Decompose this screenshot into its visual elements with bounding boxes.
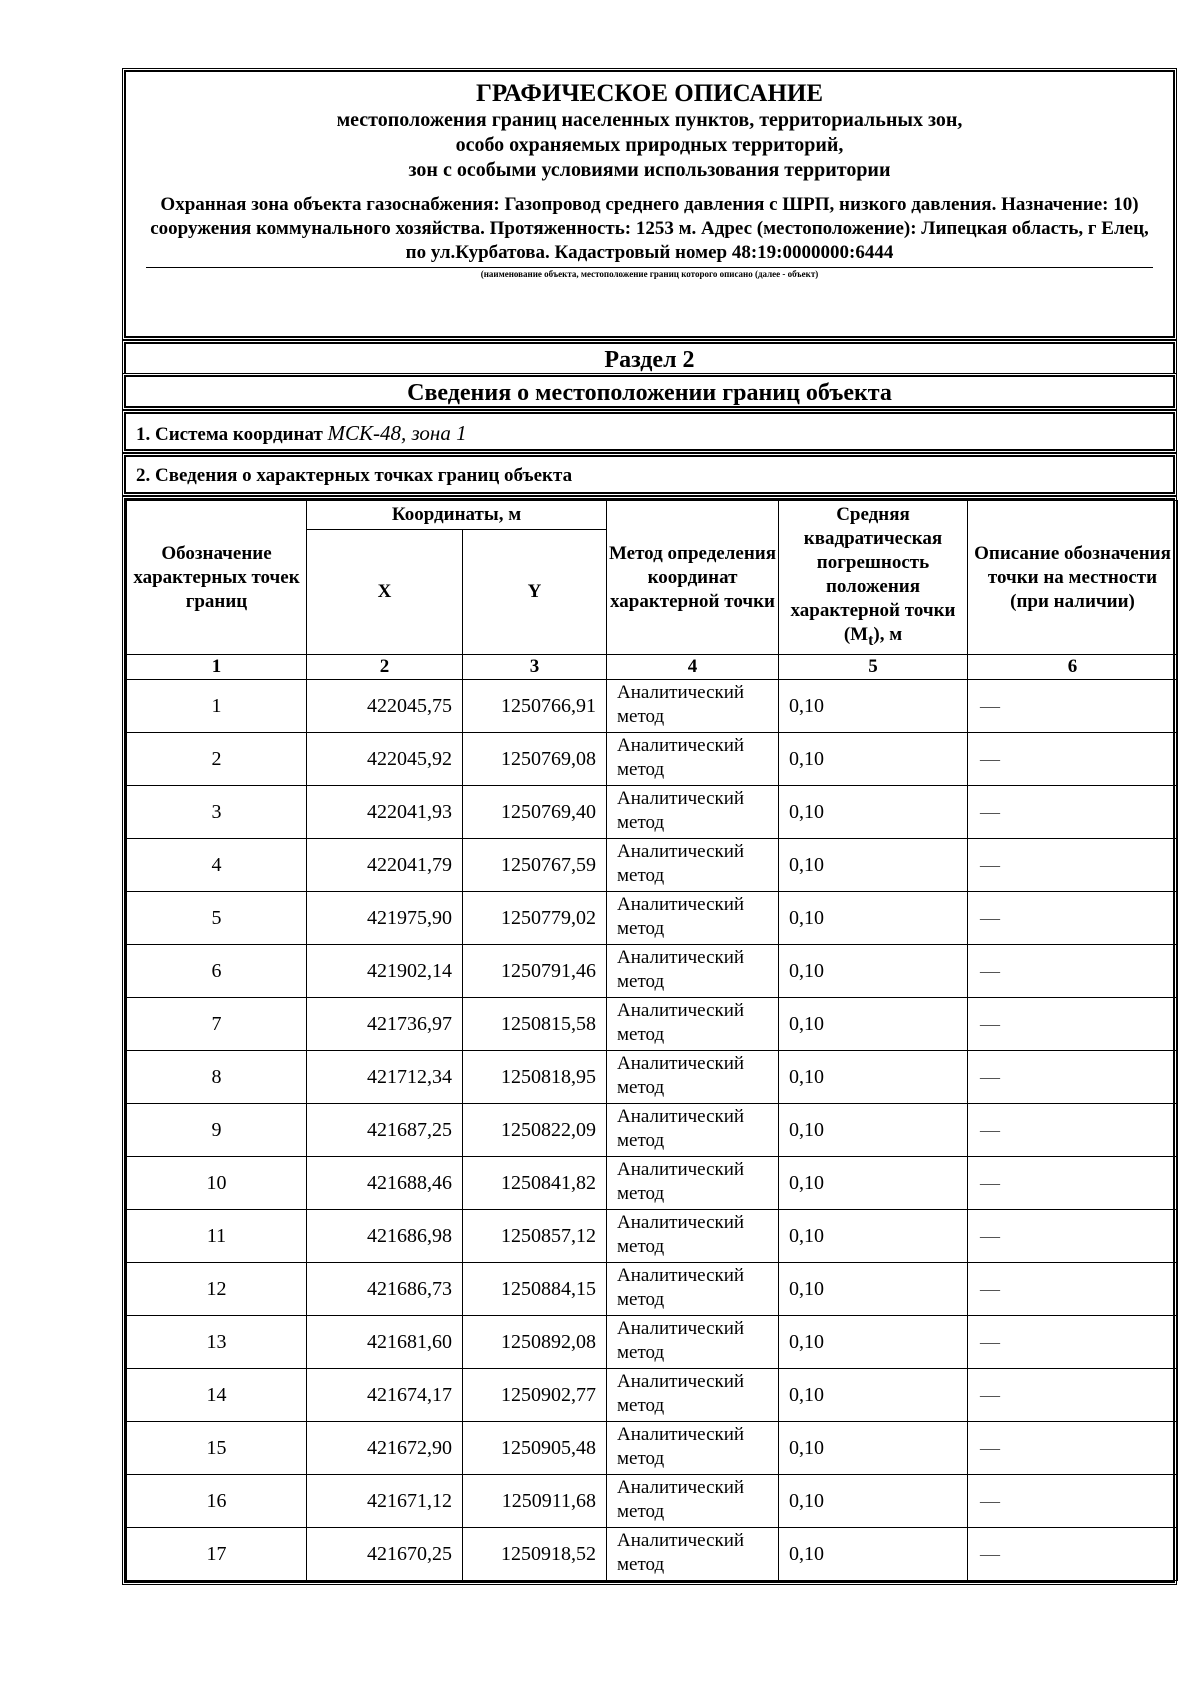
coord-x: 422041,79: [307, 839, 463, 892]
points-section-label: 2. Сведения о характерных точках границ объекта: [124, 455, 1175, 494]
description-cell: —: [968, 1475, 1178, 1528]
header-error-text: Средняя квадратическая погрешность положения характерной точки (M: [790, 503, 956, 645]
coord-y: 1250822,09: [463, 1104, 607, 1157]
description-cell: —: [968, 1528, 1178, 1581]
header-description: Описание обозначения точки на местности (при наличии): [968, 501, 1178, 655]
subtitle-line: зон с особыми условиями использования территории: [408, 159, 891, 181]
method-cell: Аналитический метод: [607, 1528, 779, 1581]
points-table: [126, 500, 1178, 1581]
method-cell: Аналитический метод: [607, 1422, 779, 1475]
point-number: 12: [127, 1263, 307, 1316]
table-row: [127, 1051, 1178, 1104]
column-number-row: [127, 655, 1178, 680]
table-header-row: [127, 501, 1178, 530]
column-number: 4: [607, 655, 779, 680]
method-cell: Аналитический метод: [607, 1475, 779, 1528]
error-cell: 0,10: [779, 1475, 968, 1528]
point-number: 10: [127, 1157, 307, 1210]
coord-x: 421688,46: [307, 1157, 463, 1210]
coord-x: 421686,73: [307, 1263, 463, 1316]
method-cell: Аналитический метод: [607, 1104, 779, 1157]
error-cell: 0,10: [779, 1422, 968, 1475]
description-cell: —: [968, 1104, 1178, 1157]
method-cell: Аналитический метод: [607, 1157, 779, 1210]
subtitle-line: местоположения границ населенных пунктов, территориальных зон,: [336, 109, 963, 131]
point-number: 1: [127, 680, 307, 733]
coord-y: 1250884,15: [463, 1263, 607, 1316]
error-cell: 0,10: [779, 1104, 968, 1157]
description-cell: —: [968, 839, 1178, 892]
point-number: 7: [127, 998, 307, 1051]
method-cell: Аналитический метод: [607, 786, 779, 839]
method-cell: Аналитический метод: [607, 1369, 779, 1422]
point-number: 4: [127, 839, 307, 892]
coord-y: 1250905,48: [463, 1422, 607, 1475]
coord-y: 1250841,82: [463, 1157, 607, 1210]
table-row: [127, 1263, 1178, 1316]
error-cell: 0,10: [779, 786, 968, 839]
table-row: [127, 1475, 1178, 1528]
method-cell: Аналитический метод: [607, 1051, 779, 1104]
point-number: 14: [127, 1369, 307, 1422]
point-number: 5: [127, 892, 307, 945]
error-cell: 0,10: [779, 733, 968, 786]
table-row: [127, 1210, 1178, 1263]
coord-x: 421671,12: [307, 1475, 463, 1528]
header-coordinates: Координаты, м: [307, 501, 607, 530]
coord-x: 421687,25: [307, 1104, 463, 1157]
method-cell: Аналитический метод: [607, 1263, 779, 1316]
error-cell: 0,10: [779, 1051, 968, 1104]
header-error-tail: ), м: [873, 623, 903, 645]
method-cell: Аналитический метод: [607, 680, 779, 733]
description-cell: —: [968, 1210, 1178, 1263]
error-cell: 0,10: [779, 945, 968, 998]
error-cell: 0,10: [779, 1210, 968, 1263]
coord-x: 422041,93: [307, 786, 463, 839]
document-frame: [124, 70, 1175, 1583]
table-row: [127, 1157, 1178, 1210]
table-row: [127, 1528, 1178, 1581]
coord-x: 421736,97: [307, 998, 463, 1051]
error-cell: 0,10: [779, 1263, 968, 1316]
coord-x: 421712,34: [307, 1051, 463, 1104]
point-number: 11: [127, 1210, 307, 1263]
document-title: ГРАФИЧЕСКОЕ ОПИСАНИЕ: [475, 80, 824, 107]
coord-y: 1250779,02: [463, 892, 607, 945]
description-cell: —: [968, 998, 1178, 1051]
error-cell: 0,10: [779, 1528, 968, 1581]
coord-y: 1250815,58: [463, 998, 607, 1051]
header-x: X: [307, 530, 463, 655]
coord-y: 1250769,40: [463, 786, 607, 839]
method-cell: Аналитический метод: [607, 998, 779, 1051]
method-cell: Аналитический метод: [607, 1210, 779, 1263]
coord-y: 1250791,46: [463, 945, 607, 998]
description-cell: —: [968, 892, 1178, 945]
column-number: 3: [463, 655, 607, 680]
point-number: 16: [127, 1475, 307, 1528]
coord-x: 422045,92: [307, 733, 463, 786]
error-cell: 0,10: [779, 839, 968, 892]
point-number: 17: [127, 1528, 307, 1581]
method-cell: Аналитический метод: [607, 945, 779, 998]
table-row: [127, 998, 1178, 1051]
header-y: Y: [463, 530, 607, 655]
method-cell: Аналитический метод: [607, 839, 779, 892]
coord-x: 422045,75: [307, 680, 463, 733]
table-row: [127, 733, 1178, 786]
header-point-designation: Обозначение характерных точек границ: [127, 501, 307, 655]
table-row: [127, 1316, 1178, 1369]
table-row: [127, 839, 1178, 892]
coord-y: 1250767,59: [463, 839, 607, 892]
column-number: 5: [779, 655, 968, 680]
point-number: 15: [127, 1422, 307, 1475]
method-cell: Аналитический метод: [607, 733, 779, 786]
description-cell: —: [968, 945, 1178, 998]
description-cell: —: [968, 680, 1178, 733]
point-number: 13: [127, 1316, 307, 1369]
description-cell: —: [968, 786, 1178, 839]
coordinate-system-value: МСК-48, зона 1: [327, 421, 467, 445]
table-row: [127, 892, 1178, 945]
table-row: [127, 680, 1178, 733]
coord-x: 421670,25: [307, 1528, 463, 1581]
table-row: [127, 786, 1178, 839]
description-cell: —: [968, 1051, 1178, 1104]
error-cell: 0,10: [779, 998, 968, 1051]
coord-y: 1250857,12: [463, 1210, 607, 1263]
description-cell: —: [968, 1422, 1178, 1475]
coord-y: 1250766,91: [463, 680, 607, 733]
coord-x: 421902,14: [307, 945, 463, 998]
point-number: 8: [127, 1051, 307, 1104]
coord-y: 1250818,95: [463, 1051, 607, 1104]
error-cell: 0,10: [779, 1369, 968, 1422]
method-cell: Аналитический метод: [607, 892, 779, 945]
coord-y: 1250902,77: [463, 1369, 607, 1422]
coord-x: 421672,90: [307, 1422, 463, 1475]
description-cell: —: [968, 1263, 1178, 1316]
column-number: 2: [307, 655, 463, 680]
coord-x: 421681,60: [307, 1316, 463, 1369]
coord-x: 421975,90: [307, 892, 463, 945]
table-row: [127, 1369, 1178, 1422]
point-number: 9: [127, 1104, 307, 1157]
coord-y: 1250769,08: [463, 733, 607, 786]
points-table-body: [127, 680, 1178, 1581]
description-cell: —: [968, 1316, 1178, 1369]
section-number: Раздел 2: [124, 342, 1175, 375]
document-header: [124, 70, 1175, 338]
coord-y: 1250918,52: [463, 1528, 607, 1581]
table-row: [127, 945, 1178, 998]
coord-x: 421686,98: [307, 1210, 463, 1263]
description-cell: —: [968, 733, 1178, 786]
section-title: Сведения о местоположении границ объекта: [124, 375, 1175, 408]
object-description: Охранная зона объекта газоснабжения: Газопровод среднего давления с ШРП, низкого давления. Назначение: 10) сооружения коммунального хозяйства. Протяженность: 1253 м. Адрес (местоположение): Липецкая область, г Елец, по ул.Курбатова. Кадастровый номер 48:19:0000000:6444: [146, 193, 1153, 268]
header-error: [779, 501, 968, 655]
description-cell: —: [968, 1369, 1178, 1422]
coordinate-system-label: 1. Система координат: [136, 424, 323, 445]
header-error-subscript: t: [868, 631, 874, 649]
coord-y: 1250892,08: [463, 1316, 607, 1369]
header-method: Метод определения координат характерной точки: [607, 501, 779, 655]
coord-x: 421674,17: [307, 1369, 463, 1422]
method-cell: Аналитический метод: [607, 1316, 779, 1369]
object-caption: (наименование объекта, местоположение границ которого описано (далее - объект): [480, 269, 819, 279]
description-cell: —: [968, 1157, 1178, 1210]
column-number: 6: [968, 655, 1178, 680]
error-cell: 0,10: [779, 680, 968, 733]
error-cell: 0,10: [779, 1316, 968, 1369]
points-table-wrapper: [124, 498, 1175, 1583]
point-number: 2: [127, 733, 307, 786]
error-cell: 0,10: [779, 1157, 968, 1210]
coord-y: 1250911,68: [463, 1475, 607, 1528]
subtitle-line: особо охраняемых природных территорий,: [455, 134, 844, 156]
table-row: [127, 1422, 1178, 1475]
document-subtitle: [146, 108, 1153, 183]
error-cell: 0,10: [779, 892, 968, 945]
point-number: 3: [127, 786, 307, 839]
column-number: 1: [127, 655, 307, 680]
point-number: 6: [127, 945, 307, 998]
coordinate-system: [124, 412, 1175, 451]
table-row: [127, 1104, 1178, 1157]
